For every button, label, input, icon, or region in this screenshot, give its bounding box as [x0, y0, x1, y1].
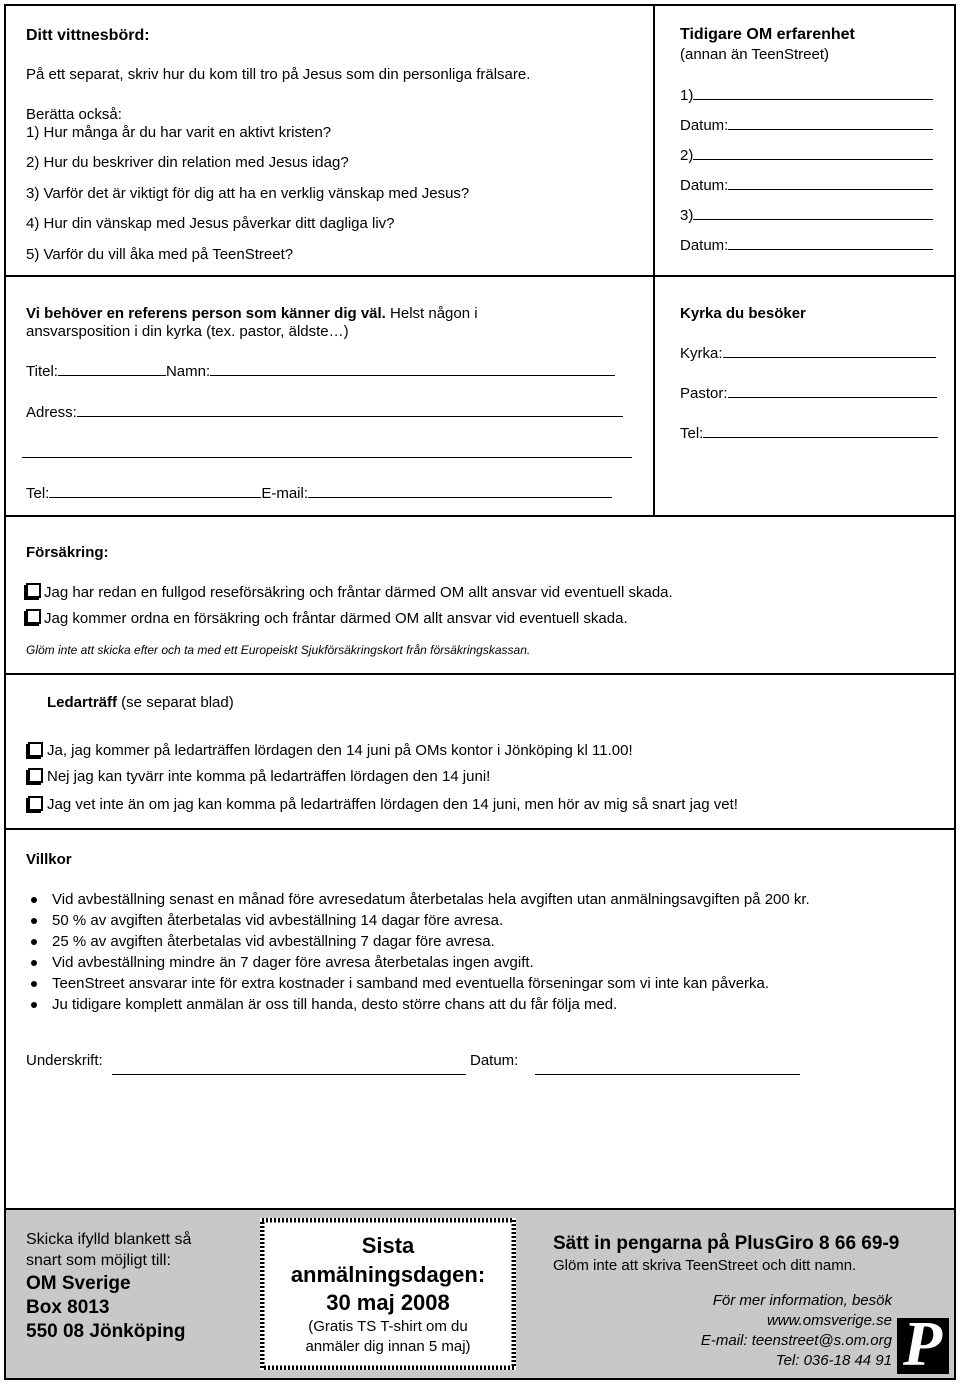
deadline-note-2: anmäler dig innan 5 maj) [305, 1338, 471, 1355]
reference-tel-label: Tel: [26, 485, 50, 502]
deadline-date: 30 maj 2008 [326, 1290, 450, 1315]
reference-title [26, 305, 478, 322]
experience-date-1 [680, 117, 933, 134]
leader-option-2-label: Nej jag kan tyvärr inte komma på ledarträffen lördagen den 14 juni! [47, 768, 491, 785]
experience-date-field-1[interactable] [728, 128, 933, 130]
namn-label: Namn: [165, 363, 211, 380]
church-pastor [680, 385, 937, 402]
leader-option-3-label: Jag vet inte än om jag kan komma på ledarträffen lördagen den 14 juni, men hör av mig så snart jag vet! [47, 796, 738, 813]
reference-titel-namn [26, 363, 615, 380]
deadline-note-1: (Gratis TS T-shirt om du [308, 1318, 468, 1335]
pastor-field[interactable] [728, 396, 937, 398]
experience-entry-1 [680, 87, 933, 104]
email-link[interactable]: E-mail: teenstreet@s.om.org [700, 1332, 892, 1349]
church-kyrka [680, 345, 936, 362]
experience-date-2 [680, 177, 933, 194]
list-item: 50 % av avgiften återbetalas vid avbeställning 14 dagar före avresa. [28, 910, 810, 931]
experience-num-3: 3) [680, 207, 694, 224]
experience-date-field-2[interactable] [728, 188, 933, 190]
list-item: Vid avbeställning senast en månad före avresedatum återbetalas hela avgiften utan anmälningsavgiften på 200 kr. [28, 889, 810, 910]
terms-section [4, 828, 956, 1210]
insurance-option-2-checkbox[interactable] [26, 609, 41, 624]
list-item: Vid avbeställning mindre än 7 dager före avresa återbetalas ingen avgift. [28, 952, 810, 973]
reference-tel-field[interactable] [49, 496, 261, 498]
church-tel-label: Tel: [680, 425, 704, 442]
insurance-note: Glöm inte att skicka efter och ta med ett Europeiskt Sjukförsäkringskort från försäkringskassan. [26, 643, 531, 657]
leader-option-2-checkbox[interactable] [28, 768, 43, 783]
testimony-item-2: 2) Hur du beskriver din relation med Jesus idag? [26, 154, 349, 171]
payment-title: Sätt in pengarna på PlusGiro 8 66 69-9 [553, 1233, 900, 1254]
testimony-item-3: 3) Varför det är viktigt för dig att ha en verklig vänskap med Jesus? [26, 185, 470, 202]
footer-send-1: Skicka ifylld blankett så [26, 1231, 192, 1248]
testimony-item-1: 1) Hur många år du har varit en aktivt kristen? [26, 124, 332, 141]
info-block [620, 1291, 892, 1371]
om-logo-letter: P [903, 1318, 943, 1374]
testimony-title: Ditt vittnesbörd: [26, 27, 150, 44]
signature-date-label: Datum: [470, 1052, 519, 1069]
experience-num-2: 2) [680, 147, 694, 164]
experience-title: Tidigare OM erfarenhet [680, 26, 855, 43]
signature-label: Underskrift: [26, 1052, 103, 1069]
leader-title [47, 694, 234, 711]
namn-field[interactable] [210, 374, 615, 376]
experience-date-field-3[interactable] [728, 248, 933, 250]
email-field[interactable] [308, 496, 612, 498]
deadline-title-2: anmälningsdagen: [290, 1262, 486, 1287]
phone-text: Tel: 036-18 44 91 [775, 1352, 892, 1369]
leader-option-1-label: Ja, jag kommer på ledarträffen lördagen den 14 juni på OMs kontor i Jönköping kl 11.00! [47, 742, 633, 759]
experience-date-label-2: Datum: [680, 177, 729, 194]
footer-org: OM Sverige [26, 1273, 131, 1294]
terms-title: Villkor [26, 851, 72, 868]
deadline-title-1: Sista [361, 1233, 415, 1258]
leader-title-bold: Ledarträff [47, 694, 118, 711]
testimony-item-5: 5) Varför du vill åka med på TeenStreet? [26, 246, 294, 263]
insurance-option-2-label: Jag kommer ordna en försäkring och fråntar därmed OM allt ansvar vid eventuell skada. [44, 610, 628, 627]
testimony-item-4: 4) Hur din vänskap med Jesus påverkar ditt dagliga liv? [26, 215, 395, 232]
signature-date-field[interactable] [535, 1074, 800, 1075]
testimony-also: Berätta också: [26, 106, 122, 123]
leader-title-rest: (se separat blad) [117, 694, 234, 711]
insurance-title: Försäkring: [26, 544, 109, 561]
email-label: E-mail: [261, 485, 309, 502]
experience-date-3 [680, 237, 933, 254]
reference-title-bold: Vi behöver en referens person som känner dig väl. [26, 305, 386, 322]
deadline-box [260, 1218, 516, 1370]
leader-option-3-checkbox[interactable] [28, 796, 43, 811]
experience-field-2[interactable] [693, 158, 933, 160]
experience-field-1[interactable] [693, 98, 933, 100]
titel-label: Titel: [26, 363, 58, 380]
payment-note: Glöm inte att skriva TeenStreet och ditt namn. [553, 1257, 857, 1274]
experience-field-3[interactable] [693, 218, 933, 220]
reference-title-rest: Helst någon i [385, 305, 478, 322]
titel-field[interactable] [58, 374, 166, 376]
experience-entry-3 [680, 207, 933, 224]
adress-field[interactable] [77, 415, 623, 417]
info-line-1: För mer information, besök [712, 1292, 892, 1309]
testimony-intro: På ett separat, skriv hur du kom till tro på Jesus som din personliga frälsare. [26, 66, 531, 83]
list-item: 25 % av avgiften återbetalas vid avbeställning 7 dagar före avresa. [28, 931, 810, 952]
experience-date-label-3: Datum: [680, 237, 729, 254]
terms-list [28, 889, 810, 1015]
adress-label: Adress: [26, 404, 77, 421]
om-logo [897, 1318, 949, 1374]
experience-num-1: 1) [680, 87, 694, 104]
list-item: TeenStreet ansvarar inte för extra kostnader i samband med eventuella förseningar som vi inte kan påverka. [28, 973, 810, 994]
experience-entry-2 [680, 147, 933, 164]
footer-box: Box 8013 [26, 1297, 110, 1318]
insurance-option-1-label: Jag har redan en fullgod reseförsäkring och fråntar därmed OM allt ansvar vid eventuell skada. [44, 584, 673, 601]
signature-field[interactable] [112, 1074, 466, 1075]
church-tel-field[interactable] [703, 436, 938, 438]
footer-city: 550 08 Jönköping [26, 1321, 186, 1342]
experience-subtitle: (annan än TeenStreet) [680, 46, 829, 63]
pastor-label: Pastor: [680, 385, 728, 402]
church-title: Kyrka du besöker [680, 305, 806, 322]
leader-option-1-checkbox[interactable] [28, 742, 43, 757]
kyrka-field[interactable] [723, 356, 936, 358]
reference-tel-email [26, 485, 612, 502]
list-item: Ju tidigare komplett anmälan är oss till handa, desto större chans att du får följa med. [28, 994, 810, 1015]
adress-field-line-2[interactable] [22, 457, 632, 458]
insurance-option-1-checkbox[interactable] [26, 583, 41, 598]
footer-send-2: snart som möjligt till: [26, 1252, 171, 1269]
kyrka-label: Kyrka: [680, 345, 723, 362]
experience-date-label-1: Datum: [680, 117, 729, 134]
website-link[interactable]: www.omsverige.se [766, 1312, 892, 1329]
reference-line2: ansvarsposition i din kyrka (tex. pastor, äldste…) [26, 323, 349, 340]
church-tel [680, 425, 938, 442]
reference-adress [26, 404, 623, 421]
